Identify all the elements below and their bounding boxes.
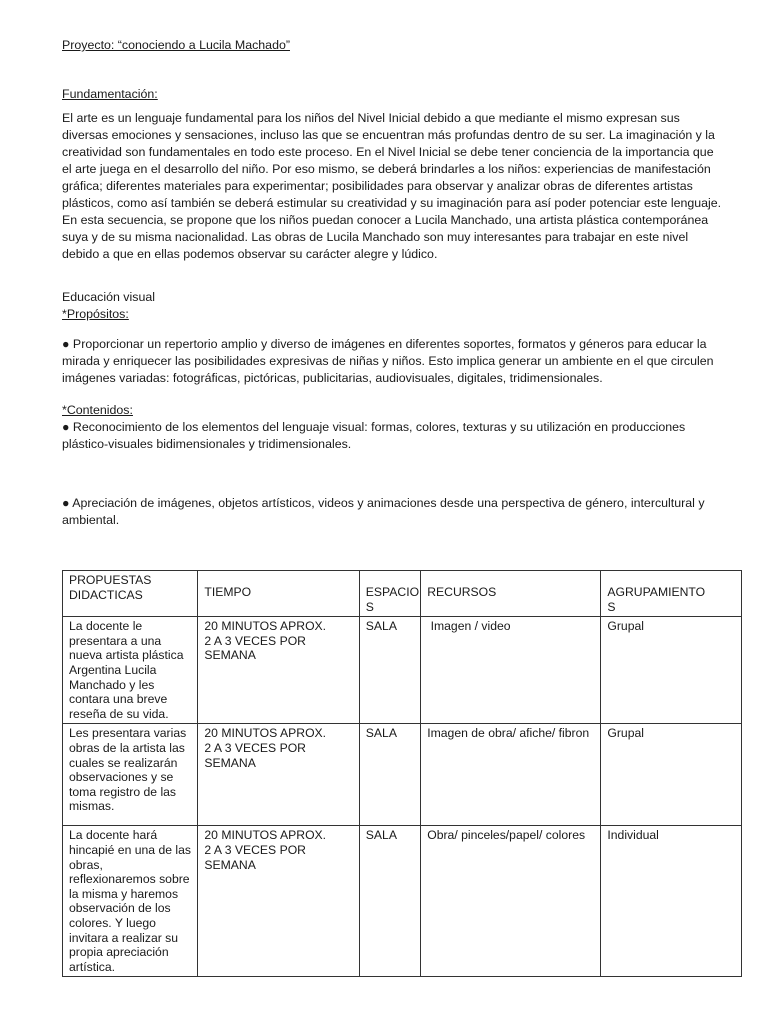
cell-agrupamiento: Grupal bbox=[601, 724, 742, 826]
cell-espacio: SALA bbox=[359, 617, 420, 724]
cell-tiempo: 20 MINUTOS APROX. 2 A 3 VECES POR SEMANA bbox=[198, 724, 359, 826]
fundamentacion-body: El arte es un lenguaje fundamental para los niños del Nivel Inicial debido a que mediante el mismo expresan sus diversas emociones y sensaciones, incluso las que se encuentran más profundas dentro de su ser. La imaginación y la creatividad son fundamentales en todo este proceso. En el Nivel Inicial se debe tener conciencia de la importancia que el arte juega en el desarrollo del niño. Por eso mismo, se deberá brindarles a los niños: experiencias de manifestación gráfica; diferentes materiales para experimentar; posibilidades para observar y analizar obras de diferentes artistas plásticos, como así también se deberá estimular su creatividad y su imaginación para así poder potenciar este lenguaje. En esta secuencia, se propone que los niños puedan conocer a Lucila Manchado, una artista plástica contemporánea suya y de su misma nacionalidad. Las obras de Lucila Manchado son muy interesantes para trabajar en este nivel debido a que en ellas podemos observar su carácter alegre y lúdico. bbox=[62, 111, 722, 261]
document-title: Proyecto: “conociendo a Lucila Machado” bbox=[62, 38, 290, 52]
table-row bbox=[63, 724, 742, 826]
cell-recursos: Imagen de obra/ afiche/ fibron bbox=[421, 724, 601, 826]
table-row bbox=[63, 617, 742, 724]
header-propuestas: PROPUESTAS DIDACTICAS bbox=[63, 571, 198, 617]
cell-espacio: SALA bbox=[359, 826, 420, 977]
header-recursos: RECURSOS bbox=[421, 571, 601, 617]
cell-propuesta: La docente le presentara a una nueva artista plástica Argentina Lucila Manchado y les contara una breve reseña de su vida. bbox=[63, 617, 198, 724]
cell-recursos: Imagen / video bbox=[421, 617, 601, 724]
contenidos-heading: *Contenidos: bbox=[62, 403, 133, 417]
cell-agrupamiento: Grupal bbox=[601, 617, 742, 724]
table-row bbox=[63, 826, 742, 977]
header-tiempo: TIEMPO bbox=[198, 571, 359, 617]
cell-propuesta: La docente hará hincapié en una de las obras, reflexionaremos sobre la misma y haremos observación de los colores. Y luego invitara a realizar su propia apreciación artística. bbox=[63, 826, 198, 977]
header-espacios: ESPACIO S bbox=[359, 571, 420, 617]
header-agrupamientos: AGRUPAMIENTO S bbox=[601, 571, 742, 617]
fundamentacion-heading: Fundamentación: bbox=[62, 87, 158, 101]
cell-tiempo: 20 MINUTOS APROX. 2 A 3 VECES POR SEMANA bbox=[198, 617, 359, 724]
educacion-visual-heading: Educación visual bbox=[62, 290, 155, 304]
table-header-row bbox=[63, 571, 742, 617]
cell-agrupamiento: Individual bbox=[601, 826, 742, 977]
cell-tiempo: 20 MINUTOS APROX. 2 A 3 VECES POR SEMANA bbox=[198, 826, 359, 977]
contenidos-item: ● Apreciación de imágenes, objetos artísticos, videos y animaciones desde una perspectiva de género, intercultural y ambiental. bbox=[62, 496, 705, 527]
cell-recursos: Obra/ pinceles/papel/ colores bbox=[421, 826, 601, 977]
contenidos-item: ● Reconocimiento de los elementos del lenguaje visual: formas, colores, texturas y su utilización en producciones plástico-visuales bidimensionales y tridimensionales. bbox=[62, 420, 686, 451]
propositos-heading: *Propósitos: bbox=[62, 307, 129, 321]
propuestas-table bbox=[62, 570, 742, 977]
cell-espacio: SALA bbox=[359, 724, 420, 826]
propositos-body: ● Proporcionar un repertorio amplio y diverso de imágenes en diferentes soportes, formatos y géneros para educar la mirada y enriquecer las posibilidades expresivas de niñas y niños. Esto implica generar un ambiente en el que circulen imágenes variadas: fotográficas, pictóricas, publicitarias, audiovisuales, digitales, tridimensionales. bbox=[62, 337, 714, 385]
cell-propuesta: Les presentara varias obras de la artista las cuales se realizarán observaciones y se toma registro de las mismas. bbox=[63, 724, 198, 826]
